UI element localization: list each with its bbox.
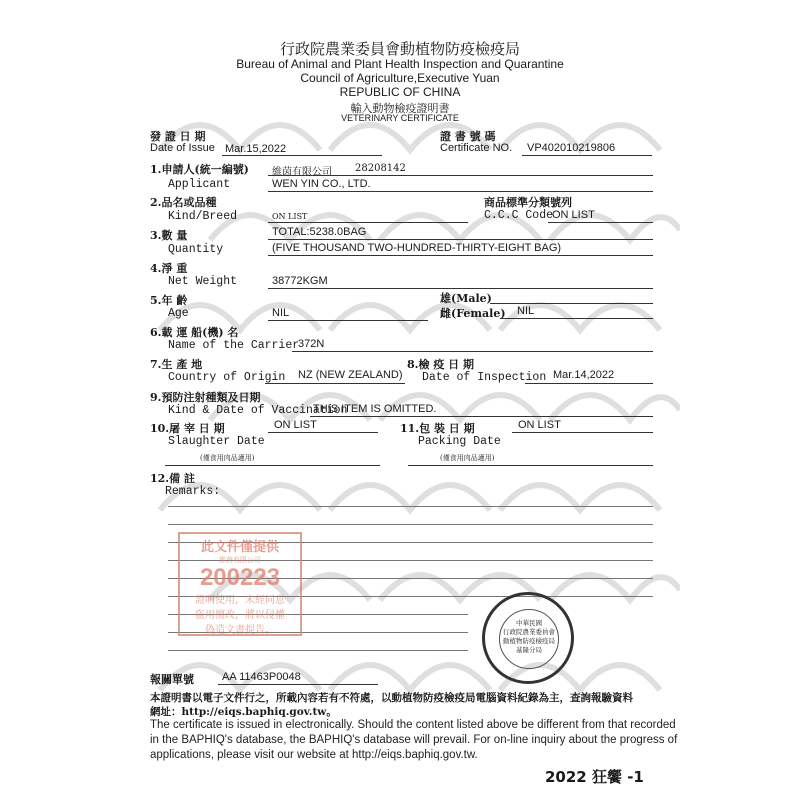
slaughter-date-note: (僅食用肉品適用) <box>200 454 255 462</box>
inspection-date-label-en: Date of Inspection <box>422 371 547 384</box>
corner-mark: 2022 狂饗 -1 <box>545 768 644 786</box>
cert-number-value: VP402010219806 <box>527 142 616 154</box>
applicant-name-en: WEN YIN CO., LTD. <box>272 178 371 190</box>
stamp-line-4: 證明使用，未經同意 <box>195 595 285 606</box>
origin-label-zh: 7.生 產 地 <box>150 358 203 371</box>
quantity-label-en: Quantity <box>168 243 224 256</box>
vaccination-label-en: Kind & Date of Vaccination <box>168 404 348 417</box>
cert-title-en: VETERINARY CERTIFICATE <box>341 113 459 123</box>
stamp-line-3: 200223 <box>199 564 281 591</box>
origin-value: NZ (NEW ZEALAND) <box>298 369 403 381</box>
net-weight-value: 38772KGM <box>272 275 328 287</box>
seal-line-1: 中華民國 <box>516 619 542 627</box>
inspection-date-value: Mar.14,2022 <box>553 369 615 381</box>
female-label: 雌(Female) <box>440 307 506 320</box>
packing-date-label-en: Packing Date <box>418 435 501 448</box>
applicant-name-zh: 維茵有限公司 <box>272 167 332 178</box>
customs-declaration-label: 報關單號 <box>150 673 194 686</box>
ccc-label-zh: 商品標準分類號列 <box>484 196 572 209</box>
seal-line-3: 動植物防疫檢疫局 <box>503 637 555 645</box>
issue-date-value: Mar.15,2022 <box>225 143 287 155</box>
seal-line-2: 行政院農業委員會 <box>503 628 555 636</box>
country-title-en: REPUBLIC OF CHINA <box>339 85 461 99</box>
carrier-label-zh: 6.載 運 船(機) 名 <box>150 326 239 339</box>
slaughter-date-value: ON LIST <box>274 419 317 431</box>
stamp-line-1: 此文件僅提供 <box>200 540 279 555</box>
packing-date-label-zh: 11.包 裝 日 期 <box>400 422 475 435</box>
age-value: NIL <box>272 307 290 319</box>
applicant-label-en: Applicant <box>168 178 231 191</box>
notice-en-line-3: applications, please visit our website at http://eiqs.baphiq.gov.tw. <box>150 749 478 761</box>
slaughter-date-label-zh: 10.屠 宰 日 期 <box>150 422 225 435</box>
notice-zh-line-1: 本證明書以電子文件行之，所載內容若有不符處，以動植物防疫檢疫局電腦資料紀錄為主，查詢報驗資料 <box>150 692 633 704</box>
inspection-date-label-zh: 8.檢 疫 日 期 <box>407 358 474 371</box>
ccc-value: ON LIST <box>552 209 595 221</box>
quantity-label-zh: 3.數 量 <box>150 229 188 242</box>
kind-value: ON LIST <box>272 212 308 221</box>
kind-label-zh: 2.品名或品種 <box>150 196 217 209</box>
applicant-label-zh: 1.申請人(統一編號) <box>150 163 249 176</box>
age-label-zh: 5.年 齡 <box>150 294 188 307</box>
stamp-line-2: 維茵有限公司 <box>219 556 261 564</box>
stamp-line-5: 盜用擅改，將以侵權 <box>195 610 285 621</box>
cert-number-label-en: Certificate NO. <box>440 142 513 154</box>
issue-date-label-en: Date of Issue <box>150 142 215 154</box>
net-weight-label-zh: 4.淨 重 <box>150 262 188 275</box>
quantity-words: (FIVE THOUSAND TWO-HUNDRED-THIRTY-EIGHT BAG) <box>272 242 562 254</box>
age-label-en: Age <box>168 307 189 320</box>
male-label: 雄(Male) <box>440 292 492 305</box>
notice-zh-line-2: 網址：http://eiqs.baphiq.gov.tw。 <box>150 706 337 718</box>
quantity-value: TOTAL:5238.0BAG <box>272 226 367 238</box>
cert-number-label-zh: 證 書 號 碼 <box>440 130 496 143</box>
issue-date-label-zh: 發 證 日 期 <box>150 130 206 143</box>
carrier-label-en: Name of the Carrier <box>168 339 300 352</box>
customs-declaration-value: AA 11463P0048 <box>222 671 301 683</box>
carrier-value: 372N <box>298 338 325 350</box>
agency-title-zh: 行政院農業委員會動植物防疫檢疫局 <box>279 40 520 58</box>
vaccination-value: THIS ITEM IS OMITTED. <box>313 403 437 415</box>
kind-label-en: Kind/Breed <box>168 210 238 223</box>
stamp-line-6: 偽造文書提告。 <box>205 625 275 636</box>
female-value: NIL <box>517 305 535 317</box>
slaughter-date-label-en: Slaughter Date <box>168 435 265 448</box>
remarks-label-zh: 12.備 註 <box>150 472 195 485</box>
remarks-label-en: Remarks: <box>165 485 221 498</box>
net-weight-label-en: Net Weight <box>168 275 238 288</box>
ccc-label-en: C.C.C Code <box>484 209 554 222</box>
council-title-en: Council of Agriculture,Executive Yuan <box>300 71 500 85</box>
applicant-id: 28208142 <box>355 163 406 174</box>
official-seal <box>482 592 574 684</box>
copy-protection-stamp <box>178 532 302 636</box>
packing-date-value: ON LIST <box>518 419 561 431</box>
origin-label-en: Country of Origin <box>168 371 286 384</box>
seal-line-4: 基隆分局 <box>516 646 542 654</box>
notice-en-line-2: in the BAPHIQ's database, the BAPHIQ's database will prevail. For on-line inquiry about the progress of <box>150 734 678 746</box>
cert-title-zh: 輸入動物檢疫證明書 <box>350 102 450 115</box>
notice-en-line-1: The certificate is issued in electronically. Should the content listed above be different from that recorded <box>150 719 676 731</box>
vaccination-label-zh: 9.預防注射種類及日期 <box>150 391 261 404</box>
packing-date-note: (僅食用肉品適用) <box>440 454 495 462</box>
agency-title-en: Bureau of Animal and Plant Health Inspection and Quarantine <box>236 57 564 71</box>
